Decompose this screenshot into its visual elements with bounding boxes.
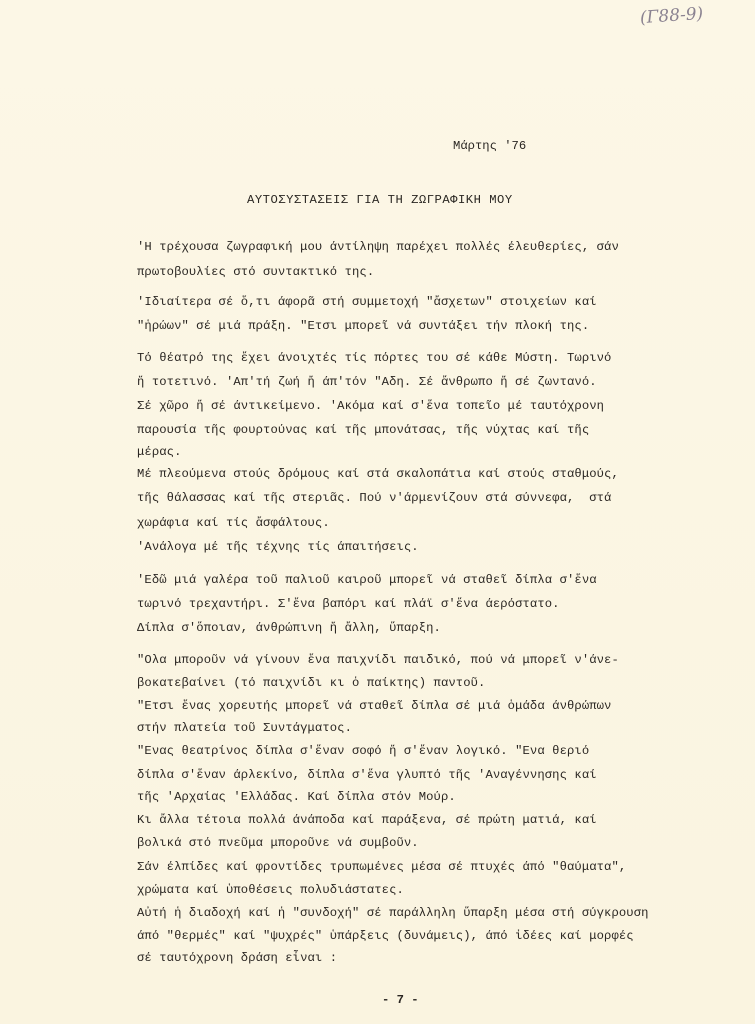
- text-line: "ἡρώων" σέ μιά πράξη. "Ετσι μπορεῖ νά συντάξει τήν πλοκή της.: [137, 319, 590, 333]
- text-line: στήν πλατεία τοῦ Συντάγματος.: [137, 721, 352, 735]
- text-line: μέρας.: [137, 445, 182, 459]
- text-line: Αὐτή ἡ διαδοχή καί ἡ "συνδοχή" σέ παράλληλη ὕπαρξη μέσα στή σύγκρουση: [137, 906, 649, 920]
- text-line: "Ετσι ἕνας χορευτής μπορεῖ νά σταθεῖ δίπλα σέ μιά ὁμάδα άνθρώπων: [137, 699, 612, 713]
- text-line: Σέ χῶρο ἤ σέ άντικείμενο. 'Ακόμα καί σ'ἕνα τοπεῖο μέ ταυτόχρονη: [137, 399, 605, 413]
- text-line: "Ολα μποροῦν νά γίνουν ἕνα παιχνίδι παιδικό, πού νά μπορεῖ ν'άνε-: [137, 653, 619, 667]
- text-line: Σάν έλπίδες καί φροντίδες τρυπωμένες μέσα σέ πτυχές άπό "θαύματα",: [137, 860, 627, 874]
- text-line: Δίπλα σ'ὅποιαν, άνθρώπινη ἤ ἄλλη, ὕπαρξη.: [137, 621, 441, 635]
- document-title: ΑΥΤΟΣΥΣΤΑΣΕΙΣ ΓΙΑ ΤΗ ΖΩΓΡΑΦΙΚΗ ΜΟΥ: [247, 193, 513, 207]
- text-line: πρωτοβουλίες στό συντακτικό της.: [137, 265, 375, 279]
- text-line: 'Ανάλογα μέ τῆς τέχνης τίς άπαιτήσεις.: [137, 540, 419, 554]
- handwritten-archive-mark: (Γ88-9): [639, 3, 704, 29]
- text-line: τῆς θάλασσας καί τῆς στεριᾶς. Πού ν'άρμενίζουν στά σύννεφα, στά: [137, 491, 612, 505]
- text-line: χρώματα καί ὑποθέσεις πολυδιάστατες.: [137, 883, 404, 897]
- text-line: 'Ιδιαίτερα σέ ὅ,τι άφορᾶ στή συμμετοχή "ἄσχετων" στοιχείων καί: [137, 295, 597, 309]
- text-line: τῆς 'Αρχαίας 'Ελλάδας. Καί δίπλα στόν Μούρ.: [137, 790, 456, 804]
- text-line: άπό "θερμές" καί "ψυχρές" ὑπάρξεις (δυνάμεις), άπό ἰδέες καί μορφές: [137, 929, 634, 943]
- text-line: 'Η τρέχουσα ζωγραφική μου άντίληψη παρέχει πολλές έλευθερίες, σάν: [137, 240, 619, 254]
- text-line: σέ ταυτόχρονη δράση εἶναι :: [137, 951, 338, 965]
- text-line: χωράφια καί τίς ἄσφάλτους.: [137, 516, 330, 530]
- text-line: ἤ τοτετινό. 'Απ'τή ζωή ἤ άπ'τόν "Αδη. Σέ ἄνθρωπο ἤ σέ ζωντανό.: [137, 375, 597, 389]
- text-line: βοκατεβαίνει (τό παιχνίδι κι ὁ παίκτης) παντοῦ.: [137, 676, 486, 690]
- text-line: "Ενας θεατρίνος δίπλα σ'ἕναν σοφό ἤ σ'ἕναν λογικό. "Ενα θεριό: [137, 744, 590, 758]
- text-line: Κι ἄλλα τέτοια πολλά άνάποδα καί παράξενα, σέ πρώτη ματιά, καί: [137, 813, 597, 827]
- text-line: τωρινό τρεχαντήρι. Σ'ἕνα βαπόρι καί πλάϊ σ'ἕνα άερόστατο.: [137, 597, 560, 611]
- text-line: 'Εδῶ μιά γαλέρα τοῦ παλιοῦ καιροῦ μπορεῖ νά σταθεῖ δίπλα σ'ἕνα: [137, 573, 597, 587]
- text-line: βολικά στό πνεῦμα μποροῦνε νά συμβοῦν.: [137, 836, 419, 850]
- text-line: παρουσία τῆς φουρτούνας καί τῆς μπονάτσας, τῆς νύχτας καί τῆς: [137, 423, 590, 437]
- text-line: Μέ πλεούμενα στούς δρόμους καί στά σκαλοπάτια καί στούς σταθμούς,: [137, 467, 619, 481]
- page-number: - 7 -: [382, 993, 419, 1007]
- text-line: Τό θέατρό της ἔχει άνοιχτές τίς πόρτες του σέ κάθε Μύστη. Τωρινό: [137, 351, 612, 365]
- document-date: Μάρτης '76: [453, 139, 527, 153]
- text-line: δίπλα σ'ἕναν άρλεκίνο, δίπλα σ'ἕνα γλυπτό τῆς 'Αναγέννησης καί: [137, 768, 597, 782]
